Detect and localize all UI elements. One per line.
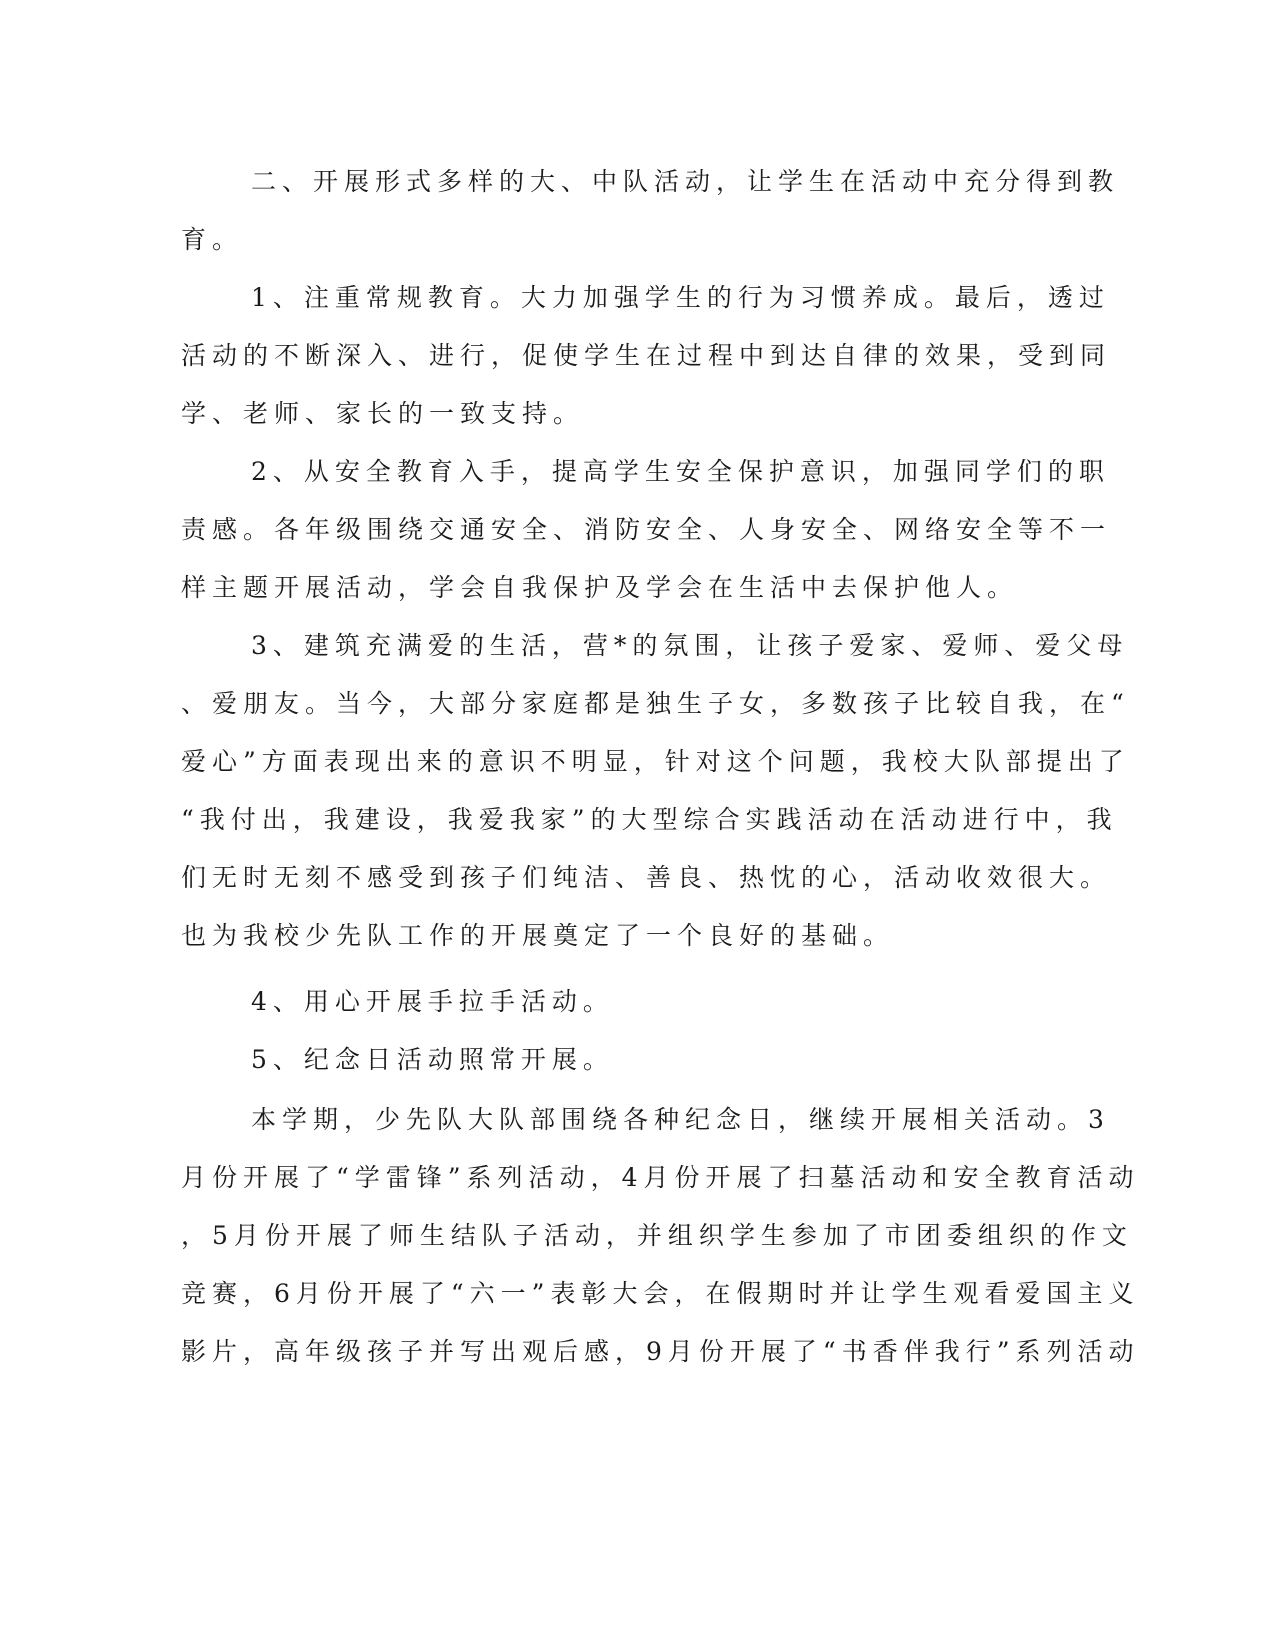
text-line: 爱心”方面表现出来的意识不明显，针对这个问题，我校大队部提出了 — [181, 747, 1130, 776]
text-line: 竞赛，6月份开展了“六一”表彰大会，在假期时并让学生观看爱国主义 — [181, 1279, 1140, 1308]
paragraph-start: 本学期，少先队大队部围绕各种纪念日，继续开展相关活动。3 — [251, 1105, 1110, 1134]
text-line: 活动的不断深入、进行，促使学生在过程中到达自律的效果，受到同 — [181, 341, 1112, 370]
list-item-3: 3、建筑充满爱的生活，营*的氛围，让孩子爱家、爱师、爱父母 — [251, 631, 1129, 660]
list-item-4: 4、用心开展手拉手活动。 — [251, 987, 614, 1016]
list-item-2: 2、从安全教育入手，提高学生安全保护意识，加强同学们的职 — [251, 457, 1110, 486]
text-line: “我付出，我建设，我爱我家”的大型综合实践活动在活动进行中，我 — [181, 805, 1118, 834]
text-line: 育。 — [181, 225, 244, 254]
text-line: 样主题开展活动，学会自我保护及学会在生活中去保护他人。 — [181, 573, 1019, 602]
text-line: 学、老师、家长的一致支持。 — [181, 399, 585, 428]
text-line: 、爱朋友。当今，大部分家庭都是独生子女，多数孩子比较自我，在“ — [181, 689, 1130, 718]
text-line: ，5月份开展了师生结队子活动，并组织学生参加了市团委组织的作文 — [181, 1221, 1133, 1250]
text-line: 们无时无刻不感受到孩子们纯洁、善良、热忱的心，活动收效很大。 — [181, 863, 1112, 892]
list-item-5: 5、纪念日活动照常开展。 — [251, 1045, 614, 1074]
text-line: 也为我校少先队工作的开展奠定了一个良好的基础。 — [181, 921, 895, 950]
text-line: 影片，高年级孩子并写出观后感，9月份开展了“书香伴我行”系列活动 — [181, 1337, 1140, 1366]
list-item-1: 1、注重常规教育。大力加强学生的行为习惯养成。最后，透过 — [251, 283, 1110, 312]
text-line: 责感。各年级围绕交通安全、消防安全、人身安全、网络安全等不一 — [181, 515, 1112, 544]
section-heading: 二、开展形式多样的大、中队活动，让学生在活动中充分得到教 — [251, 167, 1120, 196]
text-line: 月份开展了“学雷锋”系列活动，4月份开展了扫墓活动和安全教育活动 — [181, 1163, 1140, 1192]
